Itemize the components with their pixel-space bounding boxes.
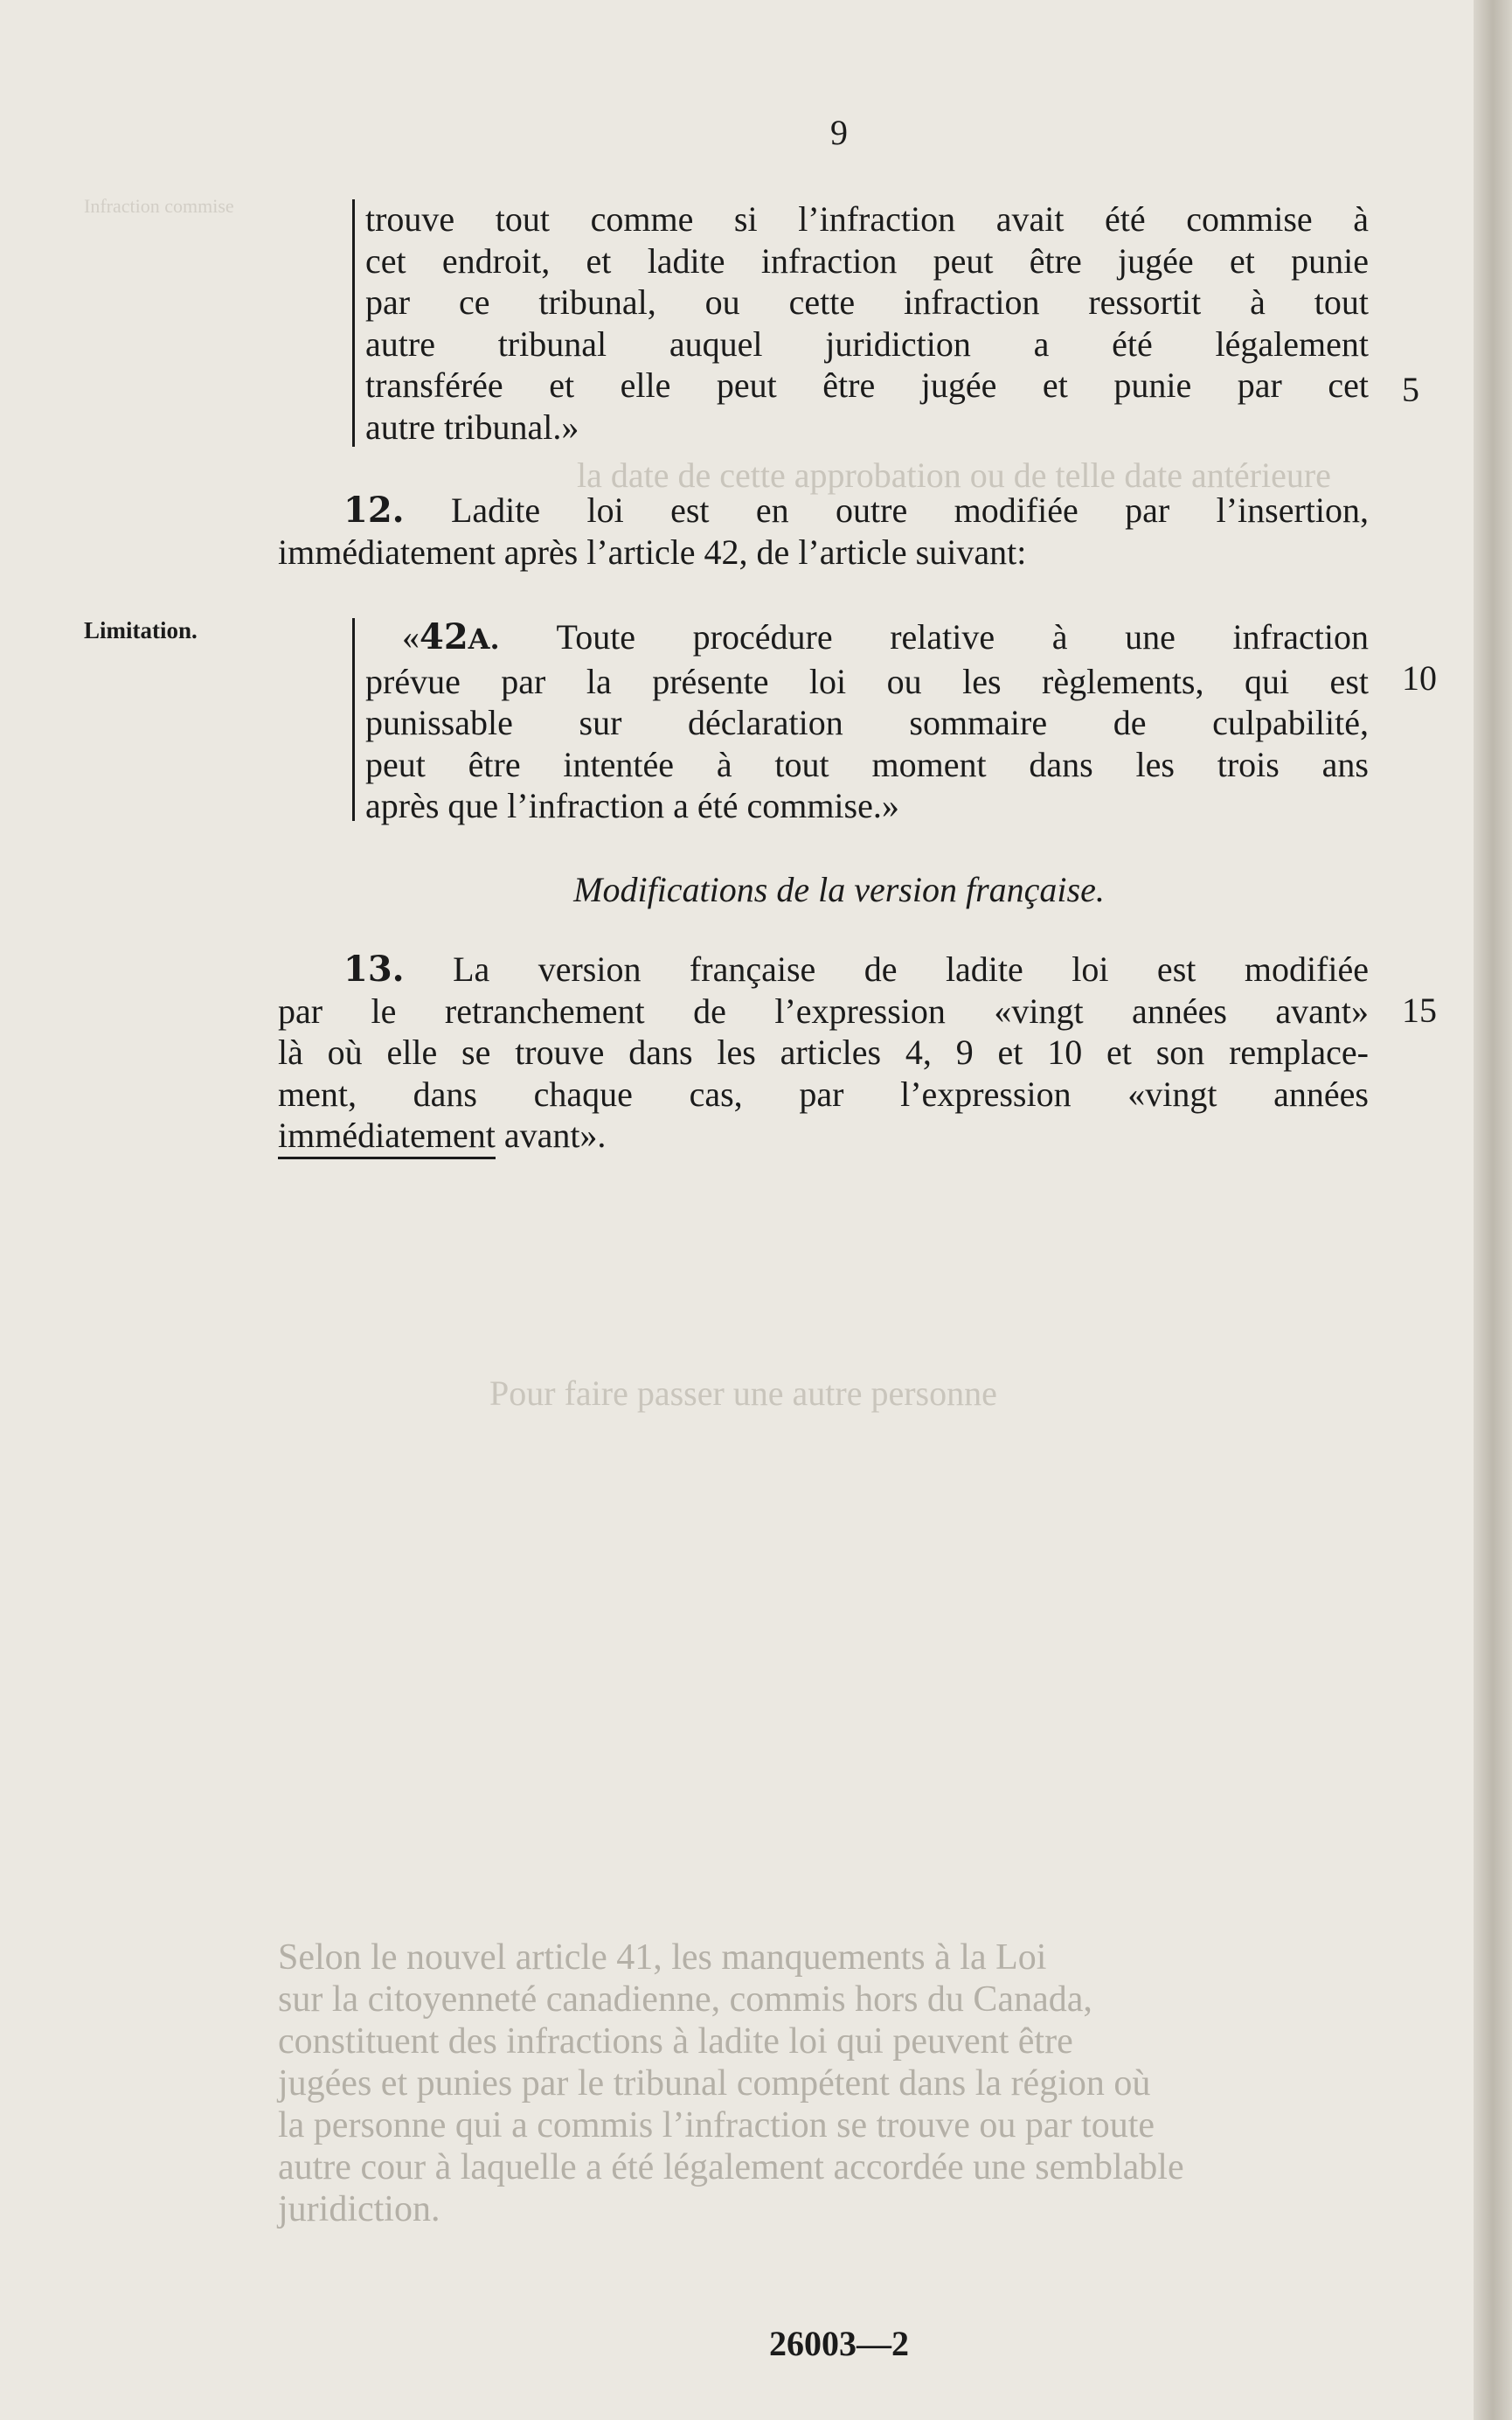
section-12-first-line (278, 490, 1369, 532)
show-through-line: constituent des infractions à ladite loi qui peuvent être (278, 2021, 1073, 2062)
continuation-paragraph (365, 198, 1369, 448)
line-number-10: 10 (1402, 658, 1437, 698)
show-through-line: juridiction. (278, 2189, 440, 2229)
show-through-line: sur la citoyenneté canadienne, commis hors du Canada, (278, 1979, 1092, 2020)
section-text: Ladite loi est en outre modifiée par l’insertion, (450, 490, 1369, 530)
text-line: autre tribunal.» (365, 407, 579, 447)
section-text: Toute procédure relative à une infraction (556, 617, 1369, 657)
footer-code: 26003—2 (769, 2324, 909, 2363)
text-line: transférée et elle peut être jugée et punie par cet (365, 365, 1369, 405)
amendment-bar (352, 618, 355, 821)
line-number-5: 5 (1402, 370, 1419, 409)
page-number: 9 (830, 113, 848, 152)
text-line: après que l’infraction a été commise.» (365, 786, 899, 825)
text-line: là où elle se trouve dans les articles 4, 9 et 10 et son remplace- (278, 1033, 1369, 1072)
section-number: 42 (420, 616, 468, 657)
margin-note-limitation: Limitation. (84, 617, 198, 643)
text-line: par ce tribunal, ou cette infraction ressortit à tout (365, 282, 1369, 322)
text-line: prévue par la présente loi ou les règlements, qui est (365, 661, 1369, 701)
text-line: punissable sur déclaration sommaire de culpabilité, (365, 703, 1369, 742)
section-suffix: A. (468, 622, 500, 656)
show-through-line: Selon le nouvel article 41, les manquements à la Loi (278, 1937, 1047, 1978)
show-through-line: jugées et punies par le tribunal compétent dans la région où (278, 2063, 1151, 2104)
text-line: peut être intentée à tout moment dans les trois ans (365, 744, 1369, 784)
text-line: trouve tout comme si l’infraction avait été commise à (365, 199, 1369, 239)
section-42a (365, 616, 1369, 827)
show-through-upper-line: la date de cette approbation ou de telle date antérieure (577, 455, 1331, 495)
section-12 (278, 490, 1369, 573)
text-line: autre tribunal auquel juridiction a été légalement (365, 323, 1369, 364)
text-line: immédiatement après l’article 42, de l’article suivant: (278, 532, 1027, 572)
show-through-line: la personne qui a commis l’infraction se trouve ou par toute (278, 2105, 1155, 2145)
show-through-line: autre cour à laquelle a été légalement accordée une semblable (278, 2147, 1184, 2187)
line-number-15: 15 (1402, 991, 1437, 1030)
text-run: avant». (495, 1116, 607, 1155)
section-number: 13. (343, 949, 405, 990)
show-through-mid-line: Pour faire passer une autre personne (489, 1373, 997, 1413)
page-edge (1474, 0, 1512, 2420)
show-through-margin: Infraction commise (84, 195, 234, 217)
section-42a-first-line (365, 616, 1369, 661)
modifications-heading: Modifications de la version française. (573, 870, 1105, 909)
text-line: par le retranchement de l’expression «vingt années avant» (278, 991, 1369, 1031)
open-quote: « (402, 617, 420, 657)
text-line: ment, dans chaque cas, par l’expression «vingt années (278, 1074, 1369, 1114)
text-line-last (278, 1115, 1369, 1157)
section-13 (278, 949, 1369, 1157)
section-number: 12. (343, 490, 405, 531)
text-line: cet endroit, et ladite infraction peut être jugée et punie (365, 240, 1369, 281)
amendment-bar (352, 199, 355, 447)
section-text: La version française de ladite loi est modifiée (453, 949, 1369, 989)
underlined-word: immédiatement (278, 1116, 496, 1159)
section-13-first-line (278, 949, 1369, 991)
show-through-bottom-block (278, 1937, 1370, 2230)
